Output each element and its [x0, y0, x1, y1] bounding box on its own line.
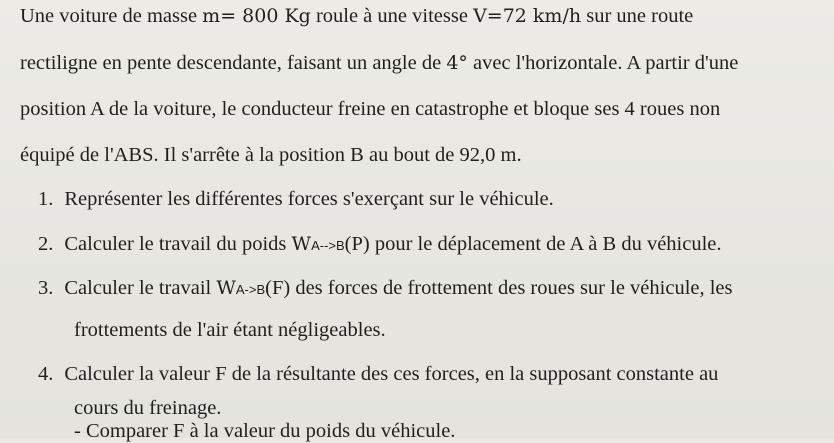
- work-symbol: W: [216, 277, 236, 299]
- question-3: [38, 276, 733, 302]
- work-symbol: W: [291, 233, 312, 255]
- statement-text: Une voiture de masse: [20, 5, 203, 27]
- question-text: pour le déplacement de A à B du véhicule.: [369, 233, 722, 255]
- work-subscript: A->B: [235, 282, 266, 297]
- question-number: 2.: [38, 233, 54, 255]
- question-number: 4.: [38, 363, 54, 385]
- question-number: 3.: [38, 277, 54, 299]
- work-argument: (P): [344, 233, 370, 255]
- question-4-continued: [74, 396, 221, 420]
- statement-line-3: [20, 97, 720, 121]
- mass-value: m= 800 Kg: [202, 5, 311, 27]
- statement-line-4: [20, 143, 522, 167]
- statement-line-2: [20, 51, 738, 75]
- question-2: [38, 232, 722, 258]
- question-text: cours du freinage.: [74, 397, 222, 419]
- question-4-compare: [74, 419, 455, 443]
- angle-value: 4°: [446, 52, 468, 74]
- question-3-continued: [74, 318, 386, 342]
- statement-text: rectiligne en pente descendante, faisant un angle de: [20, 52, 447, 74]
- statement-text: équipé de l'ABS. Il s'arrête à la position B au bout de 92,0 m.: [20, 144, 522, 166]
- question-4: [38, 362, 718, 386]
- work-argument: (F): [265, 277, 291, 299]
- speed-value: V=72 km/h: [473, 5, 582, 27]
- question-text: Calculer le travail du poids: [64, 233, 292, 255]
- question-number: 1.: [38, 188, 54, 210]
- work-subscript: A-->B: [311, 238, 345, 253]
- question-text: Représenter les différentes forces s'exerçant sur le véhicule.: [64, 188, 554, 210]
- statement-text: avec l'horizontale. A partir d'une: [467, 52, 739, 74]
- statement-text: roule à une vitesse: [310, 5, 474, 27]
- question-1: [38, 187, 554, 211]
- question-text: Calculer le travail: [64, 277, 217, 299]
- question-text: Calculer la valeur F de la résultante des ces forces, en la supposant constante au: [64, 363, 719, 385]
- question-text: - Comparer F à la valeur du poids du véhicule.: [74, 420, 456, 442]
- question-text: frottements de l'air étant négligeables.: [74, 319, 386, 341]
- statement-text: position A de la voiture, le conducteur freine en catastrophe et bloque ses 4 roues non: [20, 98, 721, 120]
- statement-text: sur une route: [581, 5, 694, 27]
- question-text: des forces de frottement des roues sur le véhicule, les: [290, 277, 733, 299]
- statement-line-1: [20, 4, 693, 28]
